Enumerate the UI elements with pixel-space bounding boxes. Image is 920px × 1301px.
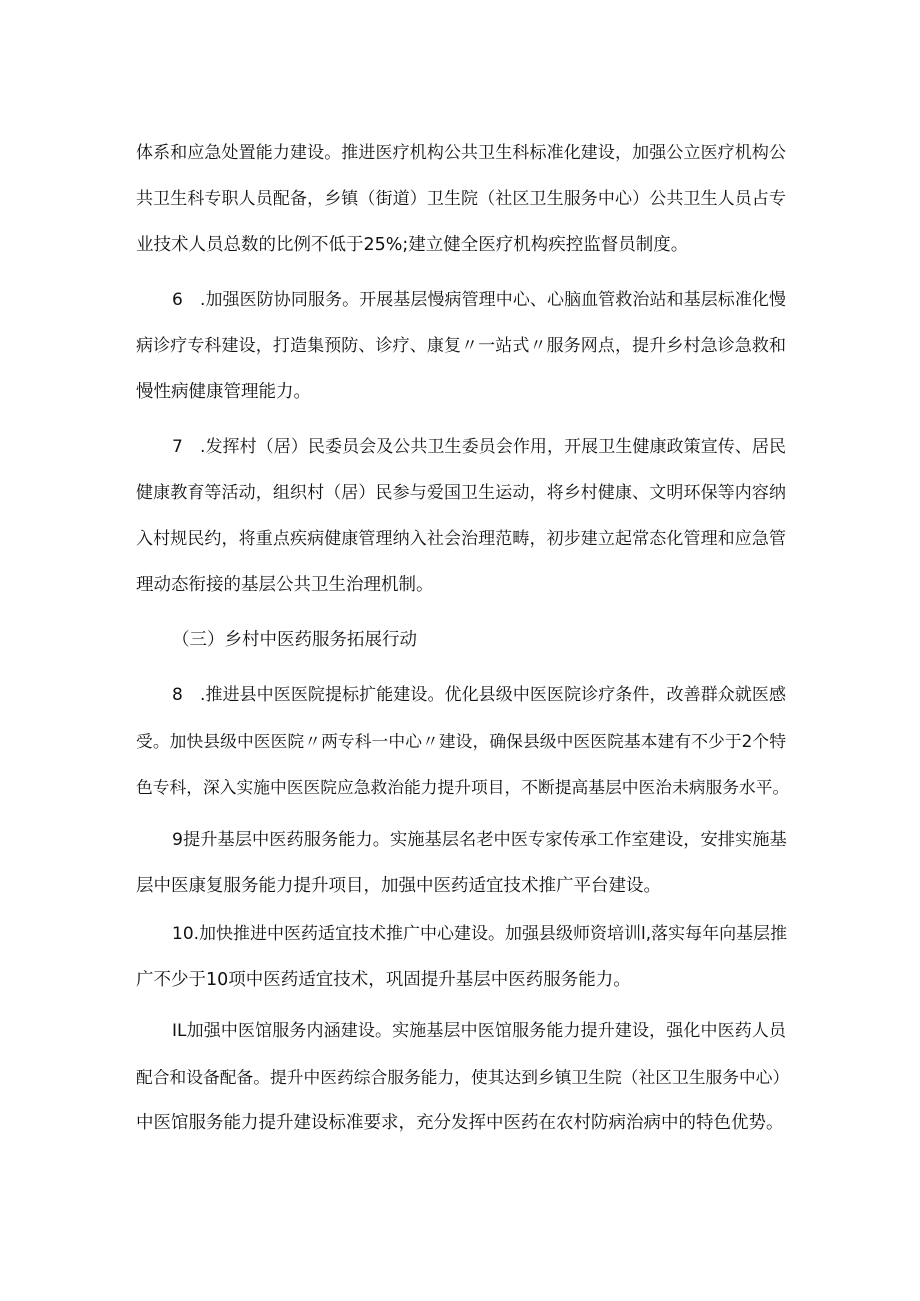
paragraph-7-line-2: 广不少于10项中医药适宜技术，巩固提升基层中医药服务能力。 <box>136 970 631 990</box>
paragraph-1-line-3: 业技术人员总数的比例不低于25%;建立健全医疗机构疾控监督员制度。 <box>136 235 689 255</box>
paragraph-2-line-1: 6 .加强医防协同服务。开展基层慢病管理中心、心脑血管救治站和基层标准化慢 <box>172 290 786 310</box>
paragraph-1-line-2: 共卫生科专职人员配备，乡镇（街道）卫生院（社区卫生服务中心）公共卫生人员占专 <box>136 189 786 209</box>
paragraph-6-line-2: 层中医康复服务能力提升项目，加强中医药适宜技术推广平台建设。 <box>136 876 661 896</box>
paragraph-5-line-2: 受。加快县级中医医院〃两专科一中心〃建设，确保县级中医医院基本建有不少于2个特 <box>136 731 786 751</box>
paragraph-8-line-1: IL加强中医馆服务内涵建设。实施基层中医馆服务能力提升建设，强化中医药人员 <box>172 1021 786 1041</box>
paragraph-6-line-1: 9提升基层中医药服务能力。实施基层名老中医专家传承工作室建设，安排实施基 <box>172 830 787 850</box>
paragraph-3-line-1: 7 .发挥村（居）民委员会及公共卫生委员会作用，开展卫生健康政策宣传、居民 <box>172 437 786 457</box>
paragraph-5-line-1: 8 .推进县中医医院提标扩能建设。优化县级中医医院诊疗条件，改善群众就医感 <box>172 685 786 705</box>
paragraph-8-line-3: 中医馆服务能力提升建设标准要求，充分发挥中医药在农村防病治病中的特色优势。 <box>136 1113 784 1133</box>
paragraph-7-line-1: 10.加快推进中医药适宜技术推广中心建设。加强县级师资培训l,落实每年向基层推 <box>172 924 788 944</box>
paragraph-3-line-3: 入村规民约，将重点疾病健康管理纳入社会治理范畴，初步建立起常态化管理和应急管 <box>136 529 786 549</box>
paragraph-2-line-3: 慢性病健康管理能力。 <box>136 382 311 402</box>
paragraph-3-line-4: 理动态衔接的基层公共卫生治理机制。 <box>136 575 434 595</box>
paragraph-3-line-2: 健康教育等活动，组织村（居）民参与爱国卫生运动，将乡村健康、文明环保等内容纳 <box>136 483 786 503</box>
paragraph-5-line-3: 色专科，深入实施中医医院应急救治能力提升项目，不断提高基层中医治未病服务水平。 <box>136 777 790 797</box>
section-heading: （三）乡村中医药服务拓展行动 <box>172 630 417 650</box>
paragraph-2-line-2: 病诊疗专科建设，打造集预防、诊疗、康复〃一站式〃服务网点，提升乡村急诊急救和 <box>136 336 786 356</box>
paragraph-8-line-2: 配合和设备配备。提升中医药综合服务能力，使其达到乡镇卫生院（社区卫生服务中心） <box>136 1067 790 1087</box>
paragraph-1-line-1: 体系和应急处置能力建设。推进医疗机构公共卫生科标准化建设，加强公立医疗机构公 <box>136 143 786 163</box>
